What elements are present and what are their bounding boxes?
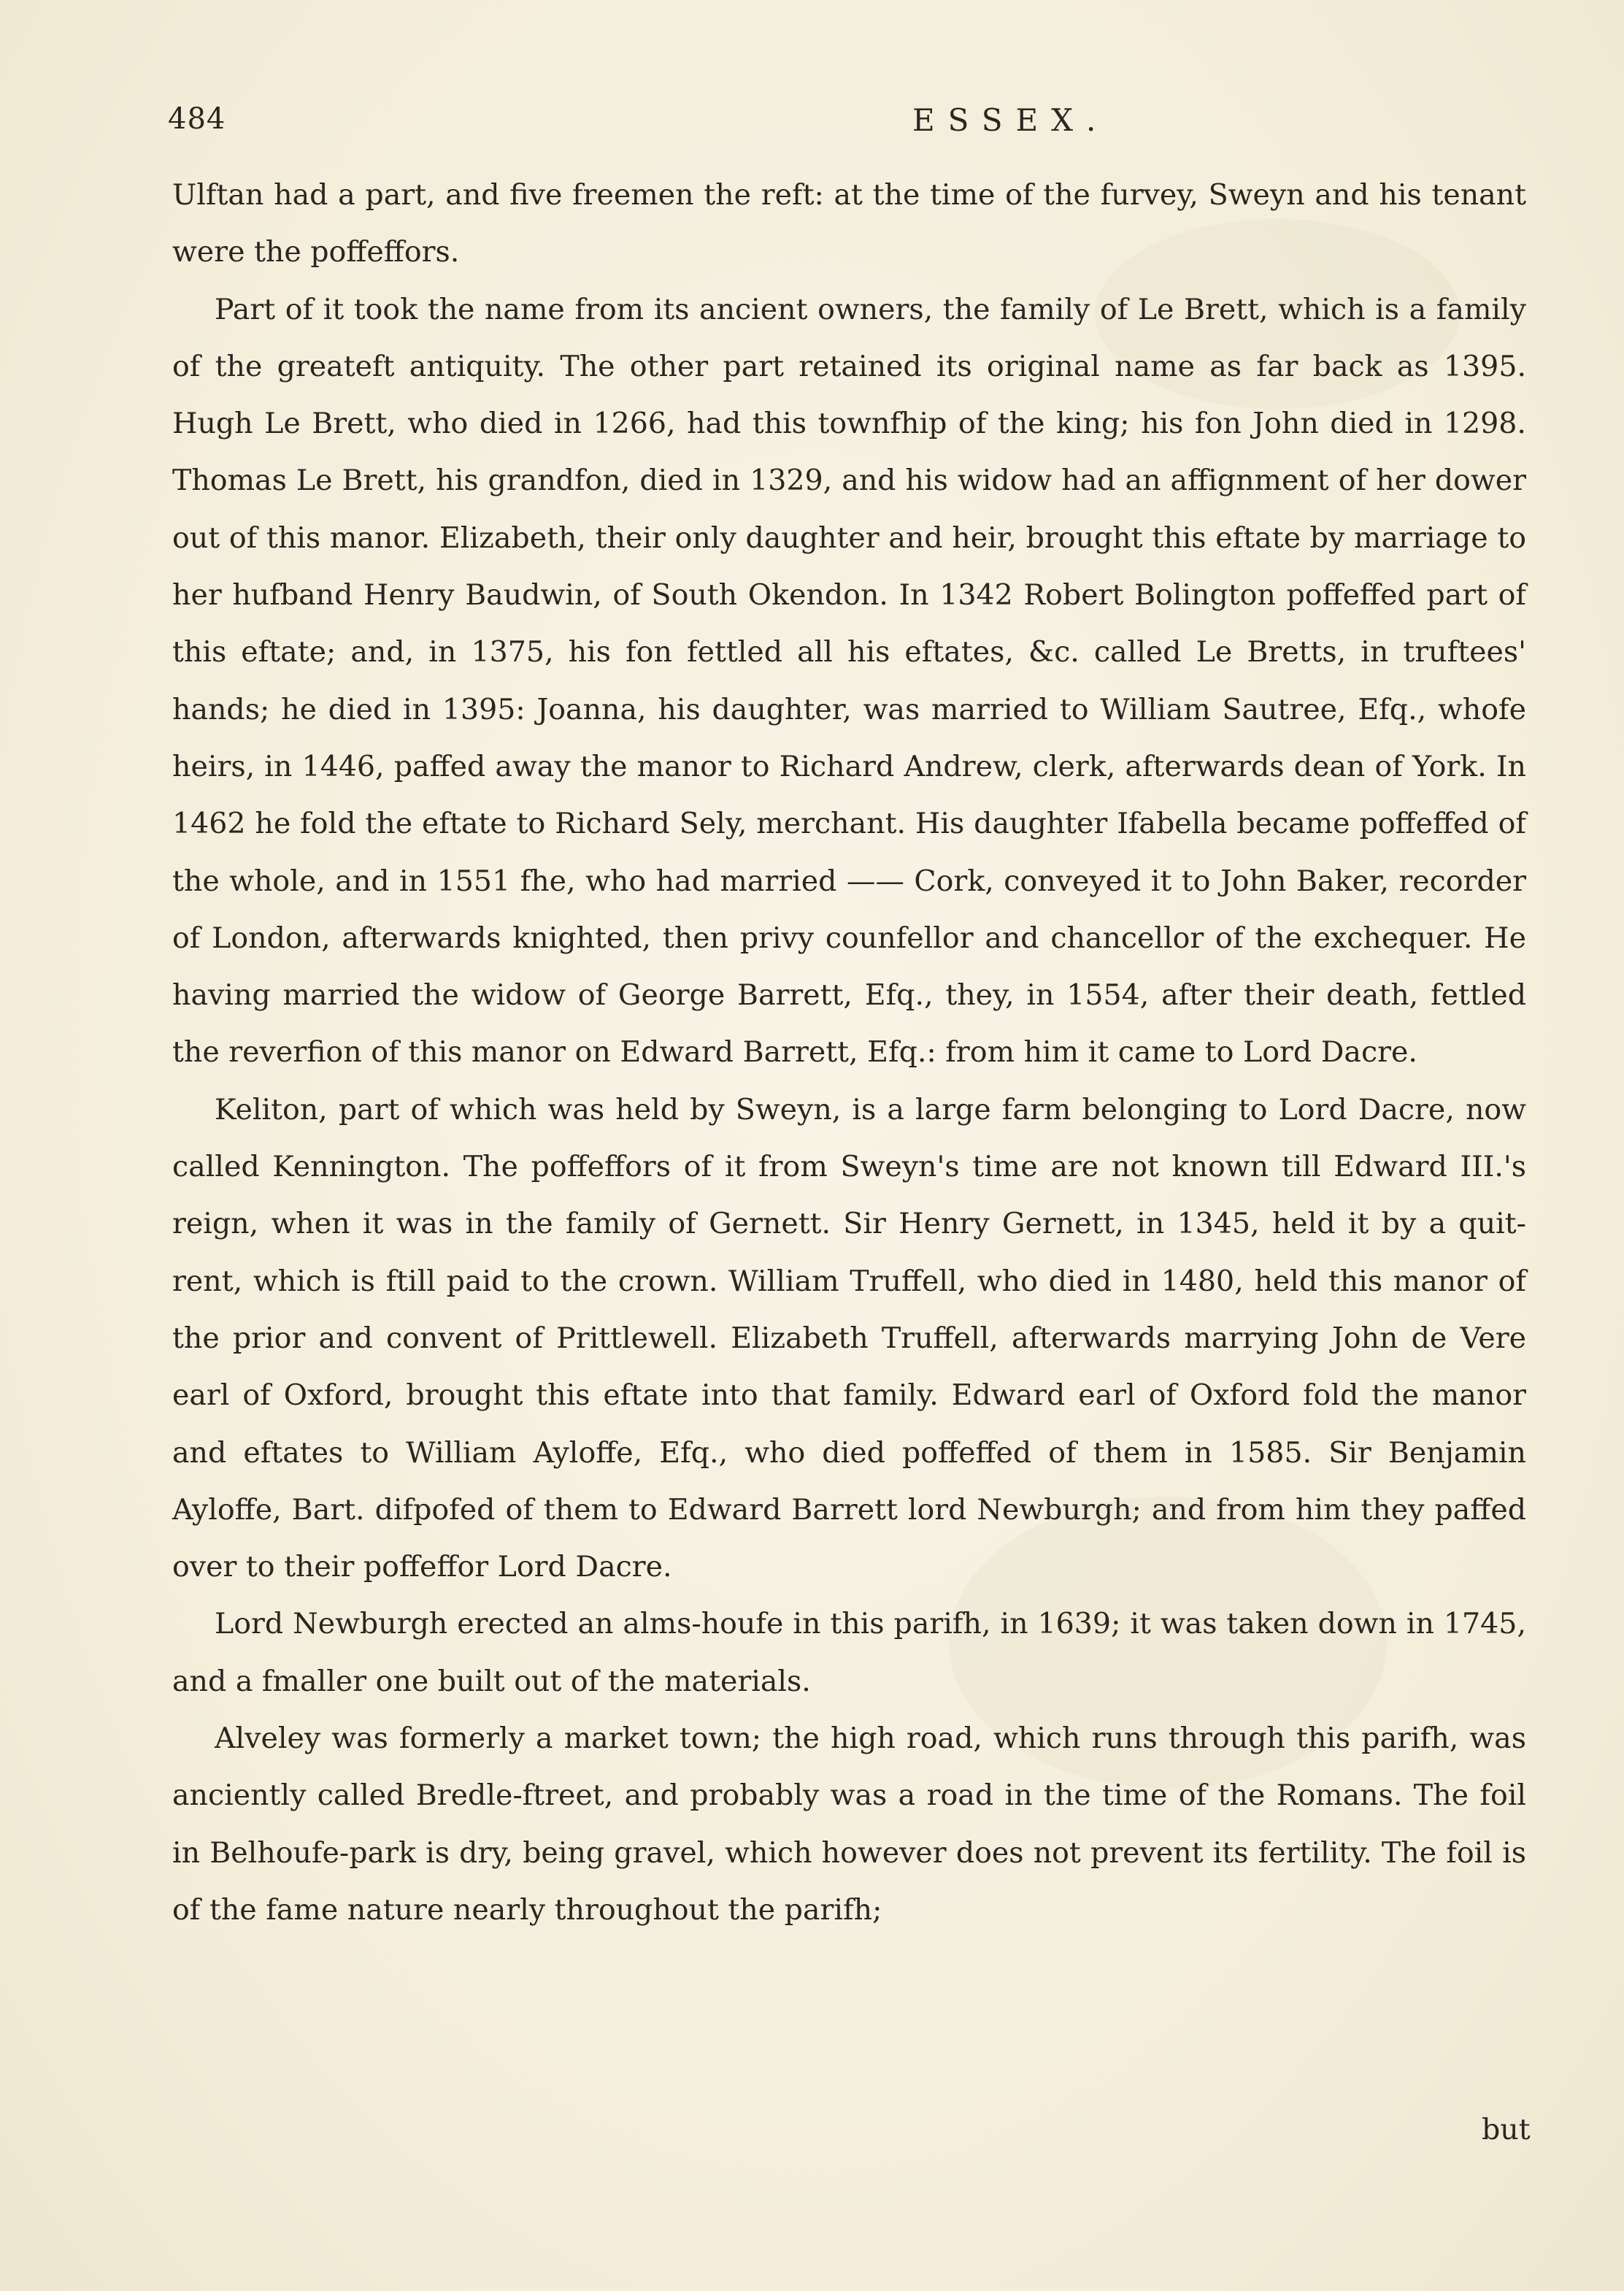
paragraph: Ulftan had a part, and five freemen the reft: at the time of the furvey, Sweyn and his tenant were the poffeffors. [172,178,1526,269]
running-head: ESSEX. [912,102,1109,138]
catchword: but [1482,2113,1531,2146]
paragraph: Keliton, part of which was held by Sweyn, is a large farm belonging to Lord Dacre, now called Kennington. The poffeffors of it from Sweyn's time are not known till Edward III.'s reign, when it was in the family of Gernett. Sir Henry Gernett, in 1345, held it by a quit-rent, which is ftill paid to the crown. William Truffell, who died in 1480, held this manor of the prior and convent of Prittlewell. Elizabeth Truffell, afterwards marrying John de Vere earl of Oxford, brought this eftate into that family. Edward earl of Oxford fold the manor and eftates to William Ayloffe, Efq., who died poffeffed of them in 1585. Sir Benjamin Ayloffe, Bart. difpofed of them to Edward Barrett lord Newburgh; and from him they paffed over to their poffeffor Lord Dacre. [172,1092,1526,1584]
body-text [172,166,1526,1938]
page-number: 484 [168,102,226,136]
page-header [168,102,1525,146]
paragraph: Alveley was formerly a market town; the high road, which runs through this parifh, was anciently called Bredle-ftreet, and probably was a road in the time of the Romans. The foil in Belhoufe-park is dry, being gravel, which however does not prevent its fertility. The foil is of the fame nature nearly throughout the parifh; [172,1722,1526,1927]
paragraph: Lord Newburgh erected an alms-houfe in this parifh, in 1639; it was taken down in 1745, and a fmaller one built out of the materials. [172,1607,1526,1698]
paragraph: Part of it took the name from its ancient owners, the family of Le Brett, which is a family of the greateft antiquity. The other part retained its original name as far back as 1395. Hugh Le Brett, who died in 1266, had this townfhip of the king; his fon John died in 1298. Thomas Le Brett, his grandfon, died in 1329, and his widow had an affignment of her dower out of this manor. Elizabeth, their only daughter and heir, brought this eftate by marriage to her hufband Henry Baudwin, of South Okendon. In 1342 Robert Bolington poffeffed part of this eftate; and, in 1375, his fon fettled all his eftates, &c. called Le Bretts, in truftees' hands; he died in 1395: Joanna, his daughter, was married to William Sautree, Efq., whofe heirs, in 1446, paffed away the manor to Richard Andrew, clerk, afterwards dean of York. In 1462 he fold the eftate to Richard Sely, merchant. His daughter Ifabella became poffeffed of the whole, and in 1551 fhe, who had married —— Cork, conveyed it to John Baker, recorder of London, afterwards knighted, then privy counfellor and chancellor of the exchequer. He having married the widow of George Barrett, Efq., they, in 1554, after their death, fettled the reverfion of this manor on Edward Barrett, Efq.: from him it came to Lord Dacre. [172,292,1526,1070]
